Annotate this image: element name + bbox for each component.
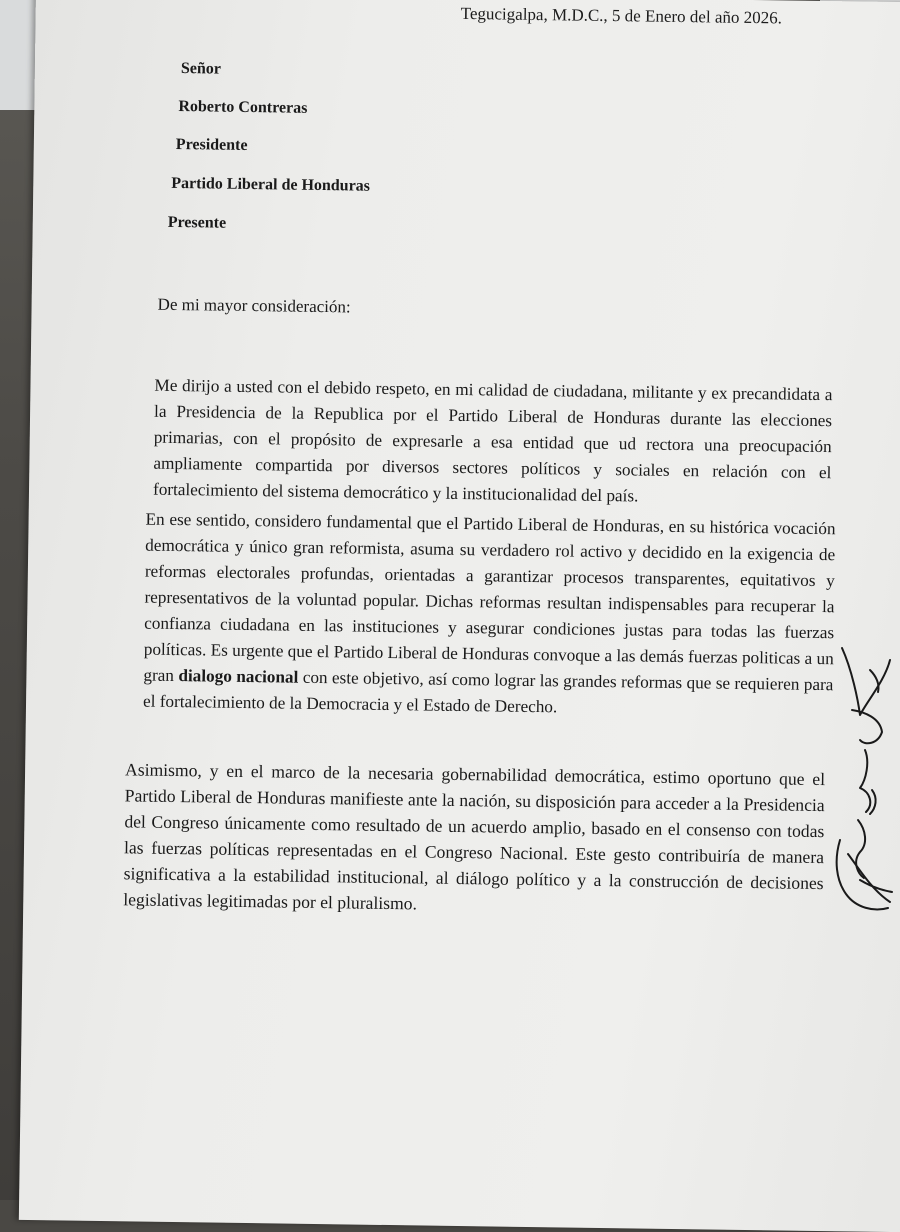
recipient-organization: Partido Liberal de Honduras — [171, 174, 371, 195]
recipient-position: Presidente — [175, 135, 248, 154]
handwritten-signature — [830, 640, 900, 915]
paragraph-2-text-a: En ese sentido, considero fundamental que el Partido Liberal de Honduras, en su histórica vocación democrática y único gran reformista, asuma su verdadero rol activo y decidido en la exigencia de reformas electorales profundas, orientadas a garantizar procesos transparentes, equitativos y representativos de la voluntad popular. Dichas reformas resultan indispensables para recuperar la confianza ciudadana en las instituciones y asegurar condiciones justas para todas las fuerzas políticas. Es urgente que el Partido Liberal de Honduras convoque a las demás fuerzas politicas a un gran — [143, 509, 836, 686]
salutation: De mi mayor consideración: — [157, 294, 351, 317]
paragraph-1: Me dirijo a usted con el debido respeto, en mi calidad de ciudadana, militante y ex precandidata a la Presidencia de la Republica por el Partido Liberal de Honduras durante las elecciones primarias, con el propósito de expresarle a esa entidad que ud rectora una preocupación ampliamente compartida por diversos sectores políticos y sociales en relación con el fortalecimiento del sistema democrático y la institucionalidad del país. — [152, 375, 833, 506]
recipient-presente: Presente — [167, 213, 227, 232]
paragraph-2-text-b: con este objetivo, así como lograr las grandes reformas que se requieren para el fortalecimiento de la Democracia y el Estado de Derecho. — [142, 667, 834, 717]
letter-date: Tegucigalpa, M.D.C., 5 de Enero del año 2026. — [460, 3, 783, 28]
recipient-name: Roberto Contreras — [178, 98, 308, 117]
paragraph-2 — [143, 507, 836, 725]
paragraph-2-bold-phrase: dialogo nacional — [178, 666, 299, 687]
recipient-title: Señor — [180, 60, 222, 78]
letter-paper — [19, 0, 900, 1232]
paragraph-3: Asimismo, y en el marco de la necesaria gobernabilidad democrática, estimo oportuno que el Partido Liberal de Honduras manifieste ante la nación, su disposición para acceder a la Presidencia del Congreso únicamente como resultado de un acuerdo amplio, basado en el consenso con todas las fuerzas políticas representadas en el Congreso Nacional. Este gesto contribuiría de manera significativa a la estabilidad institucional, al diálogo político y a la construcción de decisiones legislativas legitimadas por el pluralismo. — [123, 759, 826, 914]
